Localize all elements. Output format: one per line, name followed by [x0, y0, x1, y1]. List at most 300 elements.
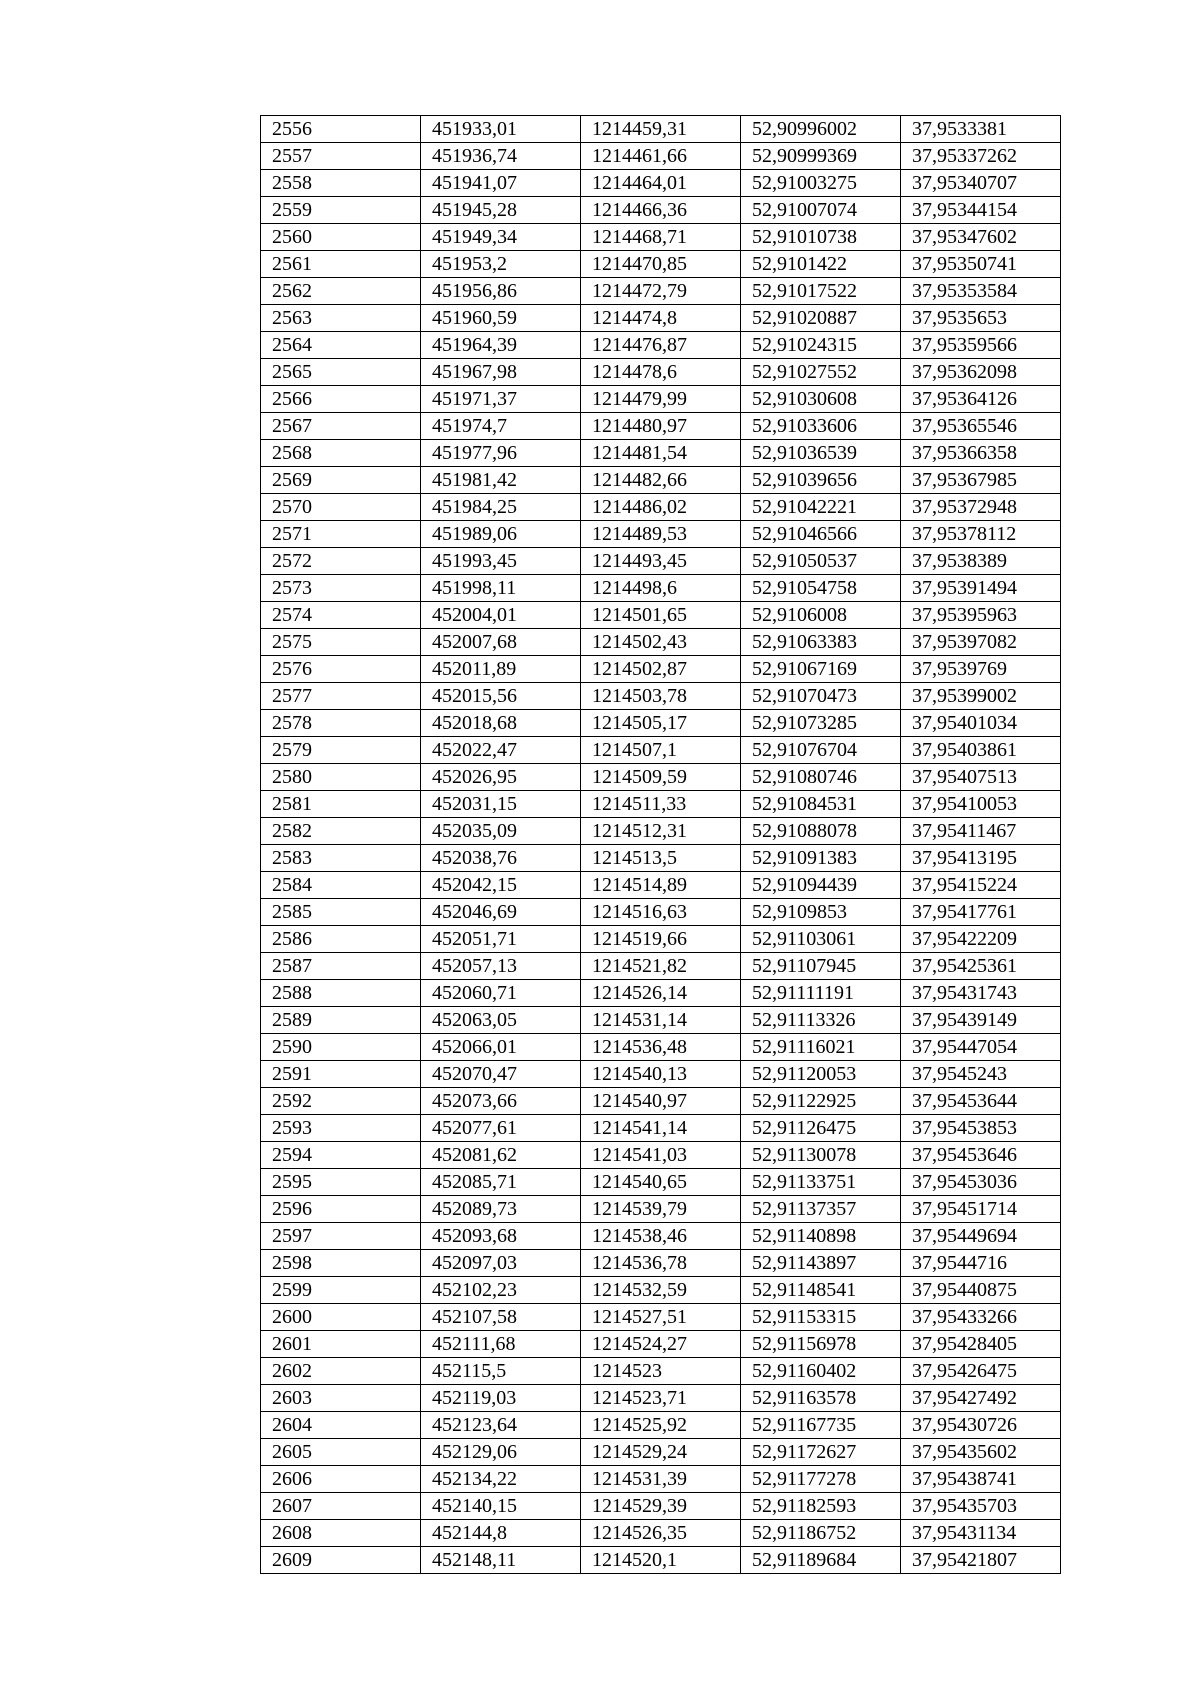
latitude-cell: 52,91084531 — [741, 791, 901, 818]
x-coordinate-cell: 452144,8 — [421, 1520, 581, 1547]
point-number-cell: 2585 — [261, 899, 421, 926]
y-coordinate-cell: 1214541,03 — [581, 1142, 741, 1169]
x-coordinate-cell: 451936,74 — [421, 143, 581, 170]
x-coordinate-cell: 451998,11 — [421, 575, 581, 602]
longitude-cell: 37,95438741 — [901, 1466, 1061, 1493]
point-number-cell: 2560 — [261, 224, 421, 251]
point-number-cell: 2576 — [261, 656, 421, 683]
table-row — [261, 143, 1061, 170]
y-coordinate-cell: 1214540,65 — [581, 1169, 741, 1196]
longitude-cell: 37,9539769 — [901, 656, 1061, 683]
longitude-cell: 37,95427492 — [901, 1385, 1061, 1412]
point-number-cell: 2559 — [261, 197, 421, 224]
x-coordinate-cell: 452089,73 — [421, 1196, 581, 1223]
point-number-cell: 2564 — [261, 332, 421, 359]
point-number-cell: 2556 — [261, 116, 421, 143]
table-row — [261, 980, 1061, 1007]
point-number-cell: 2561 — [261, 251, 421, 278]
longitude-cell: 37,95415224 — [901, 872, 1061, 899]
x-coordinate-cell: 451984,25 — [421, 494, 581, 521]
longitude-cell: 37,95449694 — [901, 1223, 1061, 1250]
y-coordinate-cell: 1214489,53 — [581, 521, 741, 548]
point-number-cell: 2575 — [261, 629, 421, 656]
point-number-cell: 2578 — [261, 710, 421, 737]
x-coordinate-cell: 452140,15 — [421, 1493, 581, 1520]
point-number-cell: 2588 — [261, 980, 421, 1007]
table-row — [261, 872, 1061, 899]
point-number-cell: 2557 — [261, 143, 421, 170]
y-coordinate-cell: 1214502,43 — [581, 629, 741, 656]
point-number-cell: 2605 — [261, 1439, 421, 1466]
table-row — [261, 710, 1061, 737]
table-row — [261, 818, 1061, 845]
longitude-cell: 37,95350741 — [901, 251, 1061, 278]
longitude-cell: 37,95447054 — [901, 1034, 1061, 1061]
y-coordinate-cell: 1214464,01 — [581, 170, 741, 197]
y-coordinate-cell: 1214529,39 — [581, 1493, 741, 1520]
y-coordinate-cell: 1214521,82 — [581, 953, 741, 980]
longitude-cell: 37,95453853 — [901, 1115, 1061, 1142]
longitude-cell: 37,95433266 — [901, 1304, 1061, 1331]
x-coordinate-cell: 452093,68 — [421, 1223, 581, 1250]
longitude-cell: 37,9544716 — [901, 1250, 1061, 1277]
table-row — [261, 1007, 1061, 1034]
y-coordinate-cell: 1214459,31 — [581, 116, 741, 143]
longitude-cell: 37,95337262 — [901, 143, 1061, 170]
y-coordinate-cell: 1214472,79 — [581, 278, 741, 305]
x-coordinate-cell: 452004,01 — [421, 602, 581, 629]
point-number-cell: 2599 — [261, 1277, 421, 1304]
x-coordinate-cell: 452063,05 — [421, 1007, 581, 1034]
latitude-cell: 52,91113326 — [741, 1007, 901, 1034]
longitude-cell: 37,95403861 — [901, 737, 1061, 764]
table-row — [261, 1304, 1061, 1331]
table-row — [261, 1250, 1061, 1277]
latitude-cell: 52,91007074 — [741, 197, 901, 224]
point-number-cell: 2563 — [261, 305, 421, 332]
latitude-cell: 52,91033606 — [741, 413, 901, 440]
point-number-cell: 2602 — [261, 1358, 421, 1385]
latitude-cell: 52,91177278 — [741, 1466, 901, 1493]
x-coordinate-cell: 451941,07 — [421, 170, 581, 197]
y-coordinate-cell: 1214540,13 — [581, 1061, 741, 1088]
latitude-cell: 52,91073285 — [741, 710, 901, 737]
x-coordinate-cell: 452007,68 — [421, 629, 581, 656]
longitude-cell: 37,95367985 — [901, 467, 1061, 494]
y-coordinate-cell: 1214523 — [581, 1358, 741, 1385]
point-number-cell: 2573 — [261, 575, 421, 602]
y-coordinate-cell: 1214538,46 — [581, 1223, 741, 1250]
latitude-cell: 52,91148541 — [741, 1277, 901, 1304]
point-number-cell: 2581 — [261, 791, 421, 818]
longitude-cell: 37,95397082 — [901, 629, 1061, 656]
x-coordinate-cell: 452134,22 — [421, 1466, 581, 1493]
latitude-cell: 52,91050537 — [741, 548, 901, 575]
longitude-cell: 37,95453644 — [901, 1088, 1061, 1115]
x-coordinate-cell: 451989,06 — [421, 521, 581, 548]
longitude-cell: 37,95422209 — [901, 926, 1061, 953]
longitude-cell: 37,95410053 — [901, 791, 1061, 818]
latitude-cell: 52,91140898 — [741, 1223, 901, 1250]
table-row — [261, 1439, 1061, 1466]
table-row — [261, 116, 1061, 143]
longitude-cell: 37,95411467 — [901, 818, 1061, 845]
table-row — [261, 413, 1061, 440]
x-coordinate-cell: 451974,7 — [421, 413, 581, 440]
point-number-cell: 2580 — [261, 764, 421, 791]
x-coordinate-cell: 452042,15 — [421, 872, 581, 899]
longitude-cell: 37,95439149 — [901, 1007, 1061, 1034]
y-coordinate-cell: 1214525,92 — [581, 1412, 741, 1439]
longitude-cell: 37,95353584 — [901, 278, 1061, 305]
point-number-cell: 2591 — [261, 1061, 421, 1088]
point-number-cell: 2607 — [261, 1493, 421, 1520]
point-number-cell: 2593 — [261, 1115, 421, 1142]
x-coordinate-cell: 452077,61 — [421, 1115, 581, 1142]
y-coordinate-cell: 1214513,5 — [581, 845, 741, 872]
y-coordinate-cell: 1214527,51 — [581, 1304, 741, 1331]
y-coordinate-cell: 1214466,36 — [581, 197, 741, 224]
y-coordinate-cell: 1214532,59 — [581, 1277, 741, 1304]
point-number-cell: 2566 — [261, 386, 421, 413]
point-number-cell: 2574 — [261, 602, 421, 629]
table-row — [261, 1466, 1061, 1493]
point-number-cell: 2609 — [261, 1547, 421, 1574]
point-number-cell: 2567 — [261, 413, 421, 440]
y-coordinate-cell: 1214541,14 — [581, 1115, 741, 1142]
latitude-cell: 52,91172627 — [741, 1439, 901, 1466]
table-row — [261, 845, 1061, 872]
y-coordinate-cell: 1214482,66 — [581, 467, 741, 494]
longitude-cell: 37,95453646 — [901, 1142, 1061, 1169]
y-coordinate-cell: 1214486,02 — [581, 494, 741, 521]
latitude-cell: 52,91039656 — [741, 467, 901, 494]
latitude-cell: 52,91067169 — [741, 656, 901, 683]
x-coordinate-cell: 452060,71 — [421, 980, 581, 1007]
y-coordinate-cell: 1214502,87 — [581, 656, 741, 683]
x-coordinate-cell: 451967,98 — [421, 359, 581, 386]
longitude-cell: 37,95365546 — [901, 413, 1061, 440]
table-row — [261, 521, 1061, 548]
x-coordinate-cell: 451933,01 — [421, 116, 581, 143]
latitude-cell: 52,91094439 — [741, 872, 901, 899]
longitude-cell: 37,95453036 — [901, 1169, 1061, 1196]
y-coordinate-cell: 1214476,87 — [581, 332, 741, 359]
point-number-cell: 2586 — [261, 926, 421, 953]
latitude-cell: 52,91088078 — [741, 818, 901, 845]
longitude-cell: 37,95417761 — [901, 899, 1061, 926]
x-coordinate-cell: 451971,37 — [421, 386, 581, 413]
longitude-cell: 37,95391494 — [901, 575, 1061, 602]
coordinates-table-body — [261, 116, 1061, 1574]
latitude-cell: 52,91017522 — [741, 278, 901, 305]
longitude-cell: 37,95366358 — [901, 440, 1061, 467]
latitude-cell: 52,9109853 — [741, 899, 901, 926]
latitude-cell: 52,91020887 — [741, 305, 901, 332]
x-coordinate-cell: 451977,96 — [421, 440, 581, 467]
y-coordinate-cell: 1214493,45 — [581, 548, 741, 575]
longitude-cell: 37,95426475 — [901, 1358, 1061, 1385]
x-coordinate-cell: 452070,47 — [421, 1061, 581, 1088]
x-coordinate-cell: 452011,89 — [421, 656, 581, 683]
table-row — [261, 1493, 1061, 1520]
point-number-cell: 2603 — [261, 1385, 421, 1412]
table-row — [261, 359, 1061, 386]
x-coordinate-cell: 452038,76 — [421, 845, 581, 872]
x-coordinate-cell: 452031,15 — [421, 791, 581, 818]
latitude-cell: 52,91182593 — [741, 1493, 901, 1520]
longitude-cell: 37,95372948 — [901, 494, 1061, 521]
point-number-cell: 2577 — [261, 683, 421, 710]
y-coordinate-cell: 1214526,14 — [581, 980, 741, 1007]
point-number-cell: 2558 — [261, 170, 421, 197]
y-coordinate-cell: 1214511,33 — [581, 791, 741, 818]
latitude-cell: 52,91122925 — [741, 1088, 901, 1115]
point-number-cell: 2597 — [261, 1223, 421, 1250]
table-row — [261, 386, 1061, 413]
coordinates-table — [260, 115, 1061, 1574]
point-number-cell: 2596 — [261, 1196, 421, 1223]
x-coordinate-cell: 451956,86 — [421, 278, 581, 305]
point-number-cell: 2570 — [261, 494, 421, 521]
latitude-cell: 52,91126475 — [741, 1115, 901, 1142]
x-coordinate-cell: 452081,62 — [421, 1142, 581, 1169]
y-coordinate-cell: 1214540,97 — [581, 1088, 741, 1115]
table-row — [261, 251, 1061, 278]
x-coordinate-cell: 452015,56 — [421, 683, 581, 710]
y-coordinate-cell: 1214512,31 — [581, 818, 741, 845]
x-coordinate-cell: 452057,13 — [421, 953, 581, 980]
longitude-cell: 37,95435703 — [901, 1493, 1061, 1520]
table-row — [261, 1277, 1061, 1304]
table-row — [261, 764, 1061, 791]
x-coordinate-cell: 452111,68 — [421, 1331, 581, 1358]
point-number-cell: 2608 — [261, 1520, 421, 1547]
longitude-cell: 37,95340707 — [901, 170, 1061, 197]
table-row — [261, 494, 1061, 521]
latitude-cell: 52,91111191 — [741, 980, 901, 1007]
latitude-cell: 52,91143897 — [741, 1250, 901, 1277]
latitude-cell: 52,91189684 — [741, 1547, 901, 1574]
x-coordinate-cell: 452115,5 — [421, 1358, 581, 1385]
y-coordinate-cell: 1214470,85 — [581, 251, 741, 278]
point-number-cell: 2589 — [261, 1007, 421, 1034]
table-row — [261, 737, 1061, 764]
x-coordinate-cell: 452123,64 — [421, 1412, 581, 1439]
latitude-cell: 52,9101422 — [741, 251, 901, 278]
x-coordinate-cell: 452107,58 — [421, 1304, 581, 1331]
y-coordinate-cell: 1214536,78 — [581, 1250, 741, 1277]
x-coordinate-cell: 451981,42 — [421, 467, 581, 494]
x-coordinate-cell: 452085,71 — [421, 1169, 581, 1196]
y-coordinate-cell: 1214523,71 — [581, 1385, 741, 1412]
point-number-cell: 2579 — [261, 737, 421, 764]
latitude-cell: 52,90999369 — [741, 143, 901, 170]
table-row — [261, 1142, 1061, 1169]
latitude-cell: 52,91027552 — [741, 359, 901, 386]
point-number-cell: 2571 — [261, 521, 421, 548]
longitude-cell: 37,95431134 — [901, 1520, 1061, 1547]
table-row — [261, 926, 1061, 953]
latitude-cell: 52,91042221 — [741, 494, 901, 521]
y-coordinate-cell: 1214536,48 — [581, 1034, 741, 1061]
latitude-cell: 52,91120053 — [741, 1061, 901, 1088]
point-number-cell: 2592 — [261, 1088, 421, 1115]
x-coordinate-cell: 452073,66 — [421, 1088, 581, 1115]
longitude-cell: 37,95407513 — [901, 764, 1061, 791]
longitude-cell: 37,95359566 — [901, 332, 1061, 359]
x-coordinate-cell: 452148,11 — [421, 1547, 581, 1574]
table-row — [261, 1547, 1061, 1574]
y-coordinate-cell: 1214519,66 — [581, 926, 741, 953]
latitude-cell: 52,91070473 — [741, 683, 901, 710]
point-number-cell: 2584 — [261, 872, 421, 899]
point-number-cell: 2569 — [261, 467, 421, 494]
latitude-cell: 52,91024315 — [741, 332, 901, 359]
longitude-cell: 37,95431743 — [901, 980, 1061, 1007]
x-coordinate-cell: 451993,45 — [421, 548, 581, 575]
longitude-cell: 37,95413195 — [901, 845, 1061, 872]
table-row — [261, 1385, 1061, 1412]
longitude-cell: 37,95425361 — [901, 953, 1061, 980]
y-coordinate-cell: 1214468,71 — [581, 224, 741, 251]
point-number-cell: 2568 — [261, 440, 421, 467]
y-coordinate-cell: 1214498,6 — [581, 575, 741, 602]
y-coordinate-cell: 1214478,6 — [581, 359, 741, 386]
longitude-cell: 37,95435602 — [901, 1439, 1061, 1466]
table-row — [261, 1520, 1061, 1547]
latitude-cell: 52,91153315 — [741, 1304, 901, 1331]
table-row — [261, 440, 1061, 467]
table-row — [261, 953, 1061, 980]
longitude-cell: 37,9533381 — [901, 116, 1061, 143]
y-coordinate-cell: 1214531,14 — [581, 1007, 741, 1034]
y-coordinate-cell: 1214516,63 — [581, 899, 741, 926]
x-coordinate-cell: 451964,39 — [421, 332, 581, 359]
latitude-cell: 52,91107945 — [741, 953, 901, 980]
point-number-cell: 2583 — [261, 845, 421, 872]
x-coordinate-cell: 451949,34 — [421, 224, 581, 251]
table-row — [261, 305, 1061, 332]
longitude-cell: 37,95440875 — [901, 1277, 1061, 1304]
longitude-cell: 37,95347602 — [901, 224, 1061, 251]
x-coordinate-cell: 451945,28 — [421, 197, 581, 224]
x-coordinate-cell: 452097,03 — [421, 1250, 581, 1277]
y-coordinate-cell: 1214505,17 — [581, 710, 741, 737]
table-row — [261, 548, 1061, 575]
table-row — [261, 224, 1061, 251]
table-row — [261, 197, 1061, 224]
x-coordinate-cell: 452066,01 — [421, 1034, 581, 1061]
longitude-cell: 37,95451714 — [901, 1196, 1061, 1223]
latitude-cell: 52,91137357 — [741, 1196, 901, 1223]
table-row — [261, 1088, 1061, 1115]
longitude-cell: 37,95364126 — [901, 386, 1061, 413]
table-row — [261, 575, 1061, 602]
longitude-cell: 37,95401034 — [901, 710, 1061, 737]
latitude-cell: 52,91046566 — [741, 521, 901, 548]
latitude-cell: 52,91054758 — [741, 575, 901, 602]
y-coordinate-cell: 1214514,89 — [581, 872, 741, 899]
y-coordinate-cell: 1214479,99 — [581, 386, 741, 413]
x-coordinate-cell: 452129,06 — [421, 1439, 581, 1466]
longitude-cell: 37,95378112 — [901, 521, 1061, 548]
table-row — [261, 656, 1061, 683]
table-row — [261, 1358, 1061, 1385]
point-number-cell: 2595 — [261, 1169, 421, 1196]
x-coordinate-cell: 452046,69 — [421, 899, 581, 926]
y-coordinate-cell: 1214501,65 — [581, 602, 741, 629]
table-row — [261, 467, 1061, 494]
table-row — [261, 1115, 1061, 1142]
table-row — [261, 899, 1061, 926]
point-number-cell: 2572 — [261, 548, 421, 575]
latitude-cell: 52,91091383 — [741, 845, 901, 872]
x-coordinate-cell: 452119,03 — [421, 1385, 581, 1412]
latitude-cell: 52,91116021 — [741, 1034, 901, 1061]
latitude-cell: 52,91080746 — [741, 764, 901, 791]
table-row — [261, 170, 1061, 197]
y-coordinate-cell: 1214503,78 — [581, 683, 741, 710]
latitude-cell: 52,91003275 — [741, 170, 901, 197]
latitude-cell: 52,91076704 — [741, 737, 901, 764]
table-row — [261, 1196, 1061, 1223]
latitude-cell: 52,91163578 — [741, 1385, 901, 1412]
x-coordinate-cell: 452022,47 — [421, 737, 581, 764]
latitude-cell: 52,91186752 — [741, 1520, 901, 1547]
longitude-cell: 37,95430726 — [901, 1412, 1061, 1439]
table-row — [261, 332, 1061, 359]
longitude-cell: 37,95399002 — [901, 683, 1061, 710]
table-row — [261, 1223, 1061, 1250]
point-number-cell: 2590 — [261, 1034, 421, 1061]
y-coordinate-cell: 1214524,27 — [581, 1331, 741, 1358]
table-row — [261, 278, 1061, 305]
y-coordinate-cell: 1214539,79 — [581, 1196, 741, 1223]
point-number-cell: 2598 — [261, 1250, 421, 1277]
longitude-cell: 37,95362098 — [901, 359, 1061, 386]
y-coordinate-cell: 1214481,54 — [581, 440, 741, 467]
latitude-cell: 52,91160402 — [741, 1358, 901, 1385]
latitude-cell: 52,91103061 — [741, 926, 901, 953]
x-coordinate-cell: 452035,09 — [421, 818, 581, 845]
x-coordinate-cell: 451960,59 — [421, 305, 581, 332]
latitude-cell: 52,91036539 — [741, 440, 901, 467]
latitude-cell: 52,91167735 — [741, 1412, 901, 1439]
longitude-cell: 37,95395963 — [901, 602, 1061, 629]
y-coordinate-cell: 1214474,8 — [581, 305, 741, 332]
x-coordinate-cell: 452102,23 — [421, 1277, 581, 1304]
table-row — [261, 602, 1061, 629]
y-coordinate-cell: 1214531,39 — [581, 1466, 741, 1493]
table-row — [261, 1061, 1061, 1088]
latitude-cell: 52,91010738 — [741, 224, 901, 251]
y-coordinate-cell: 1214461,66 — [581, 143, 741, 170]
latitude-cell: 52,91156978 — [741, 1331, 901, 1358]
table-row — [261, 1034, 1061, 1061]
point-number-cell: 2606 — [261, 1466, 421, 1493]
point-number-cell: 2562 — [261, 278, 421, 305]
longitude-cell: 37,95421807 — [901, 1547, 1061, 1574]
latitude-cell: 52,91133751 — [741, 1169, 901, 1196]
point-number-cell: 2582 — [261, 818, 421, 845]
latitude-cell: 52,91030608 — [741, 386, 901, 413]
y-coordinate-cell: 1214509,59 — [581, 764, 741, 791]
table-row — [261, 1412, 1061, 1439]
point-number-cell: 2565 — [261, 359, 421, 386]
y-coordinate-cell: 1214480,97 — [581, 413, 741, 440]
table-row — [261, 683, 1061, 710]
